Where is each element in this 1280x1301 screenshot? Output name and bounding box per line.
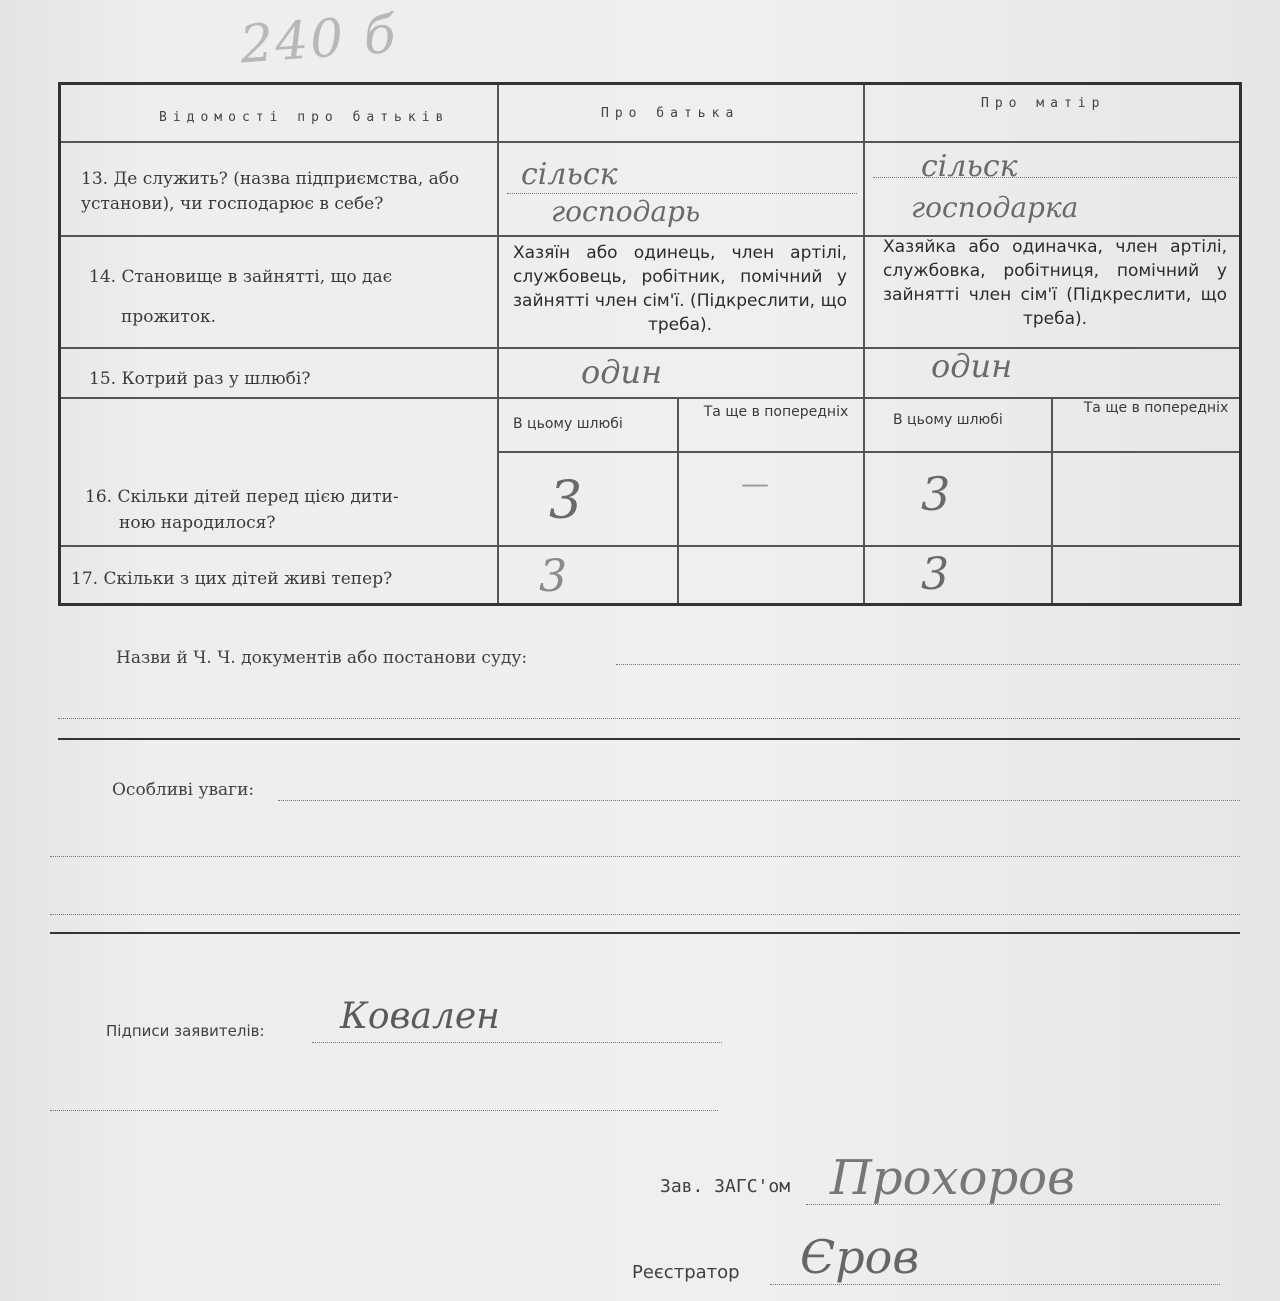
subheader-father-this: В цьому шлюбі [513, 416, 623, 432]
row-divider-16 [61, 545, 1239, 547]
row-divider-15 [61, 397, 1239, 399]
row13-father-answer-1: сільск [521, 157, 618, 192]
row13-question: 13. Де служить? (назва підприємства, або установи), чи господарює в себе? [81, 169, 460, 214]
applicants-line-1 [312, 1042, 722, 1043]
row13-mother-answer-1: сільск [921, 149, 1018, 184]
row16-question-2: ною народилося? [119, 513, 276, 533]
row13-father-answer-2: господарь [551, 195, 701, 228]
row-divider-14 [61, 347, 1239, 349]
row14-father-options: Хазяїн або одинець, член артілі, службовець, робітник, помічний у зайнятті член сім'ї. (Підкреслити, що треба). [513, 243, 847, 335]
row16-question-1: 16. Скільки дітей перед цією дити- [85, 487, 399, 507]
row14-question-2: прожиток. [121, 307, 217, 327]
separator-1 [58, 738, 1240, 740]
header-mother: Про матір [981, 96, 1106, 111]
notes-line-1 [278, 800, 1240, 801]
head-signature: Прохоров [830, 1150, 1076, 1206]
notes-line-2 [50, 856, 1240, 857]
row-divider-header [61, 141, 1239, 143]
row16-father-this: 3 [549, 471, 583, 531]
header-parents-info: Відомості про батьків [159, 110, 450, 125]
subheader-mother-prev: Та ще в попередніх [1083, 400, 1229, 416]
applicants-signature: Ковален [340, 996, 500, 1037]
row16-mother-this: 3 [921, 467, 951, 521]
col-divider-mother-sub [1051, 397, 1053, 603]
row15-mother-answer: один [931, 347, 1013, 385]
applicants-line-2 [50, 1110, 718, 1111]
parents-info-table [58, 82, 1242, 606]
row17-mother-this: 3 [921, 549, 949, 600]
row13-father-line [507, 193, 857, 194]
row17-father-this: 3 [539, 551, 567, 602]
documents-line-1 [616, 664, 1240, 665]
col-divider-father-sub [677, 397, 679, 603]
row14-question-1: 14. Становище в зайнятті, що дає [89, 267, 393, 287]
row17-question: 17. Скільки з цих дітей живі тепер? [71, 569, 393, 589]
row15-question: 15. Котрий раз у шлюбі? [89, 369, 311, 389]
head-label: Зав. ЗАГС'ом [660, 1176, 791, 1197]
separator-2 [50, 932, 1240, 934]
notes-line-3 [50, 914, 1240, 915]
row16-father-prev: — [741, 467, 769, 500]
special-notes-label: Особливі уваги: [112, 780, 255, 800]
col-divider-2 [863, 85, 865, 603]
header-father: Про батька [601, 106, 740, 121]
row15-father-answer: один [581, 353, 663, 391]
applicants-label: Підписи заявителів: [106, 1022, 265, 1040]
documents-label: Назви й Ч. Ч. документів або постанови суду: [116, 648, 528, 668]
col-divider-1 [497, 85, 499, 603]
registrar-signature: Єров [800, 1230, 920, 1284]
documents-line-2 [58, 718, 1240, 719]
subheader-father-prev: Та ще в попередніх [703, 404, 849, 420]
archive-number: 240 б [238, 4, 400, 76]
row13-mother-answer-2: господарка [911, 191, 1079, 224]
row-divider-subheader [497, 451, 1239, 453]
registrar-line [770, 1284, 1220, 1285]
row14-mother-options: Хазяйка або одиначка, член артілі, службовка, робітниця, помічний у зайнятті член сім'ї (Підкреслити, що треба). [883, 237, 1227, 329]
registrar-label: Реєстратор [632, 1262, 740, 1283]
subheader-mother-this: В цьому шлюбі [893, 412, 1003, 428]
